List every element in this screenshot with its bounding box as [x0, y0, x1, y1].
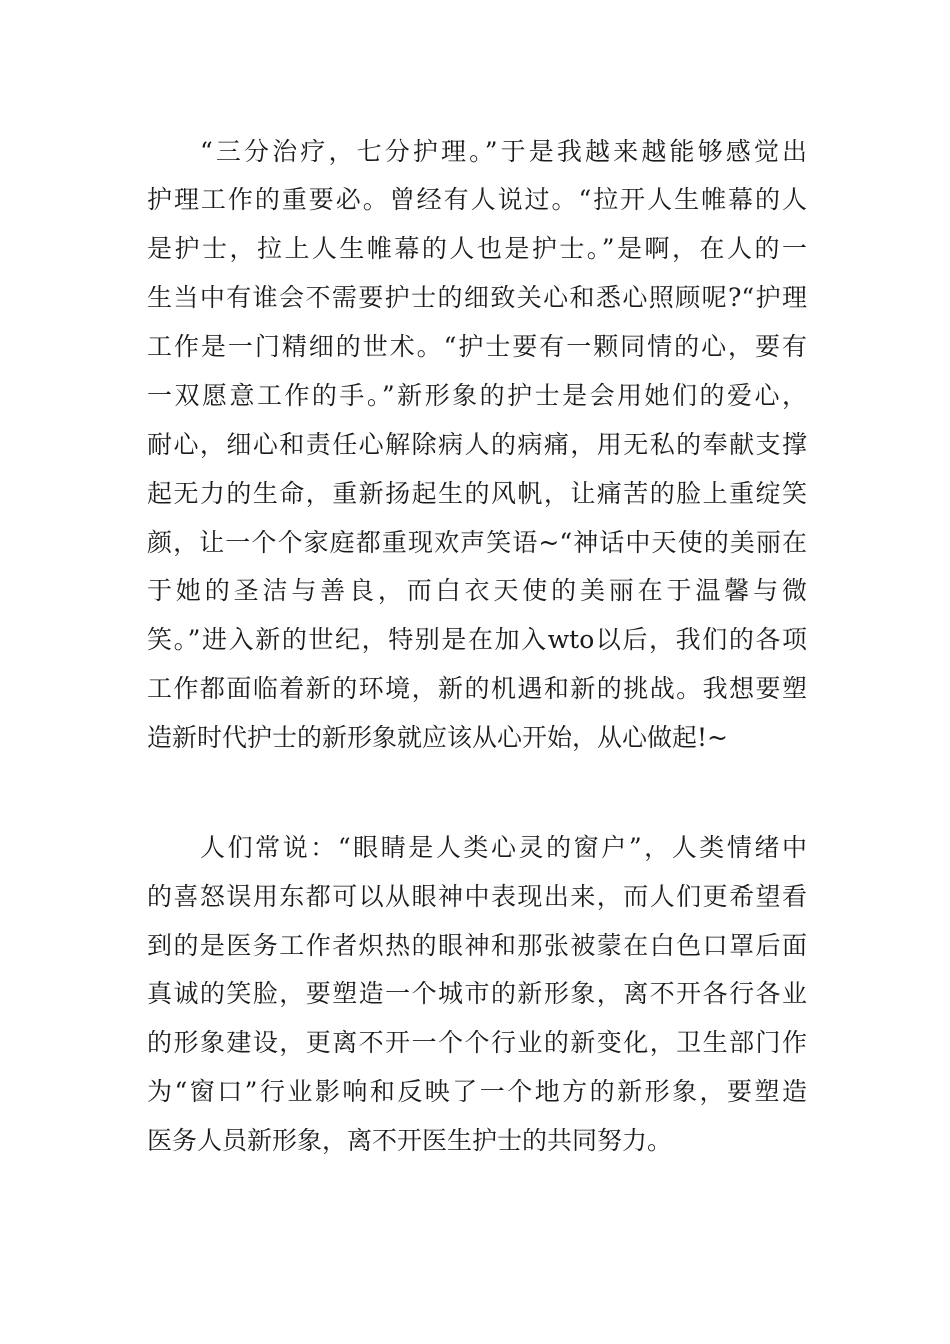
paragraph-line: 护理工作的重要必。曾经有人说过。“拉开人生帷幕的人 — [147, 185, 807, 214]
paragraph-line: 工作都面临着新的环境，新的机遇和新的挑战。我想要塑 — [147, 674, 807, 703]
paragraph-line: 于她的圣洁与善良，而白衣天使的美丽在于温馨与微 — [147, 576, 807, 605]
paragraph-line: 的形象建设，更离不开一个个行业的新变化，卫生部门作 — [147, 1028, 807, 1057]
paragraph-line: 到的是医务工作者炽热的眼神和那张被蒙在白色口罩后面 — [147, 931, 807, 960]
paragraph-line: “三分治疗，七分护理。”于是我越来越能够感觉出 — [200, 137, 807, 166]
paragraph-line: 工作是一门精细的世术。“护士要有一颗同情的心，要有 — [147, 332, 807, 361]
paragraph-line: 一双愿意工作的手。”新形象的护士是会用她们的爱心， — [147, 381, 807, 410]
paragraph-line: 为“窗口”行业影响和反映了一个地方的新形象，要塑造 — [147, 1077, 807, 1106]
paragraph-line: 真诚的笑脸，要塑造一个城市的新形象，离不开各行各业 — [147, 979, 807, 1008]
paragraph-line: 是护士，拉上人生帷幕的人也是护士。”是啊，在人的一 — [147, 234, 807, 263]
paragraph-line: 的喜怒误用东都可以从眼神中表现出来，而人们更希望看 — [147, 882, 807, 911]
paragraph-line: 医务人员新形象，离不开医生护士的共同努力。 — [147, 1126, 673, 1155]
paragraph-line: 耐心，细心和责任心解除病人的病痛，用无私的奉献支撑 — [147, 430, 807, 459]
paragraph-line: 造新时代护士的新形象就应该从心开始，从心做起!~ — [147, 723, 728, 752]
paragraph-line: 笑。”进入新的世纪，特别是在加入wto以后，我们的各项 — [147, 625, 807, 654]
paragraph-line: 人们常说：“眼睛是人类心灵的窗户”，人类情绪中 — [200, 833, 807, 862]
paragraph-line: 颜，让一个个家庭都重现欢声笑语~“神话中天使的美丽在 — [147, 528, 807, 557]
paragraph-line: 生当中有谁会不需要护士的细致关心和悉心照顾呢?“护理 — [147, 283, 807, 312]
paragraph-line: 起无力的生命，重新扬起生的风帆，让痛苦的脸上重绽笑 — [147, 479, 807, 508]
